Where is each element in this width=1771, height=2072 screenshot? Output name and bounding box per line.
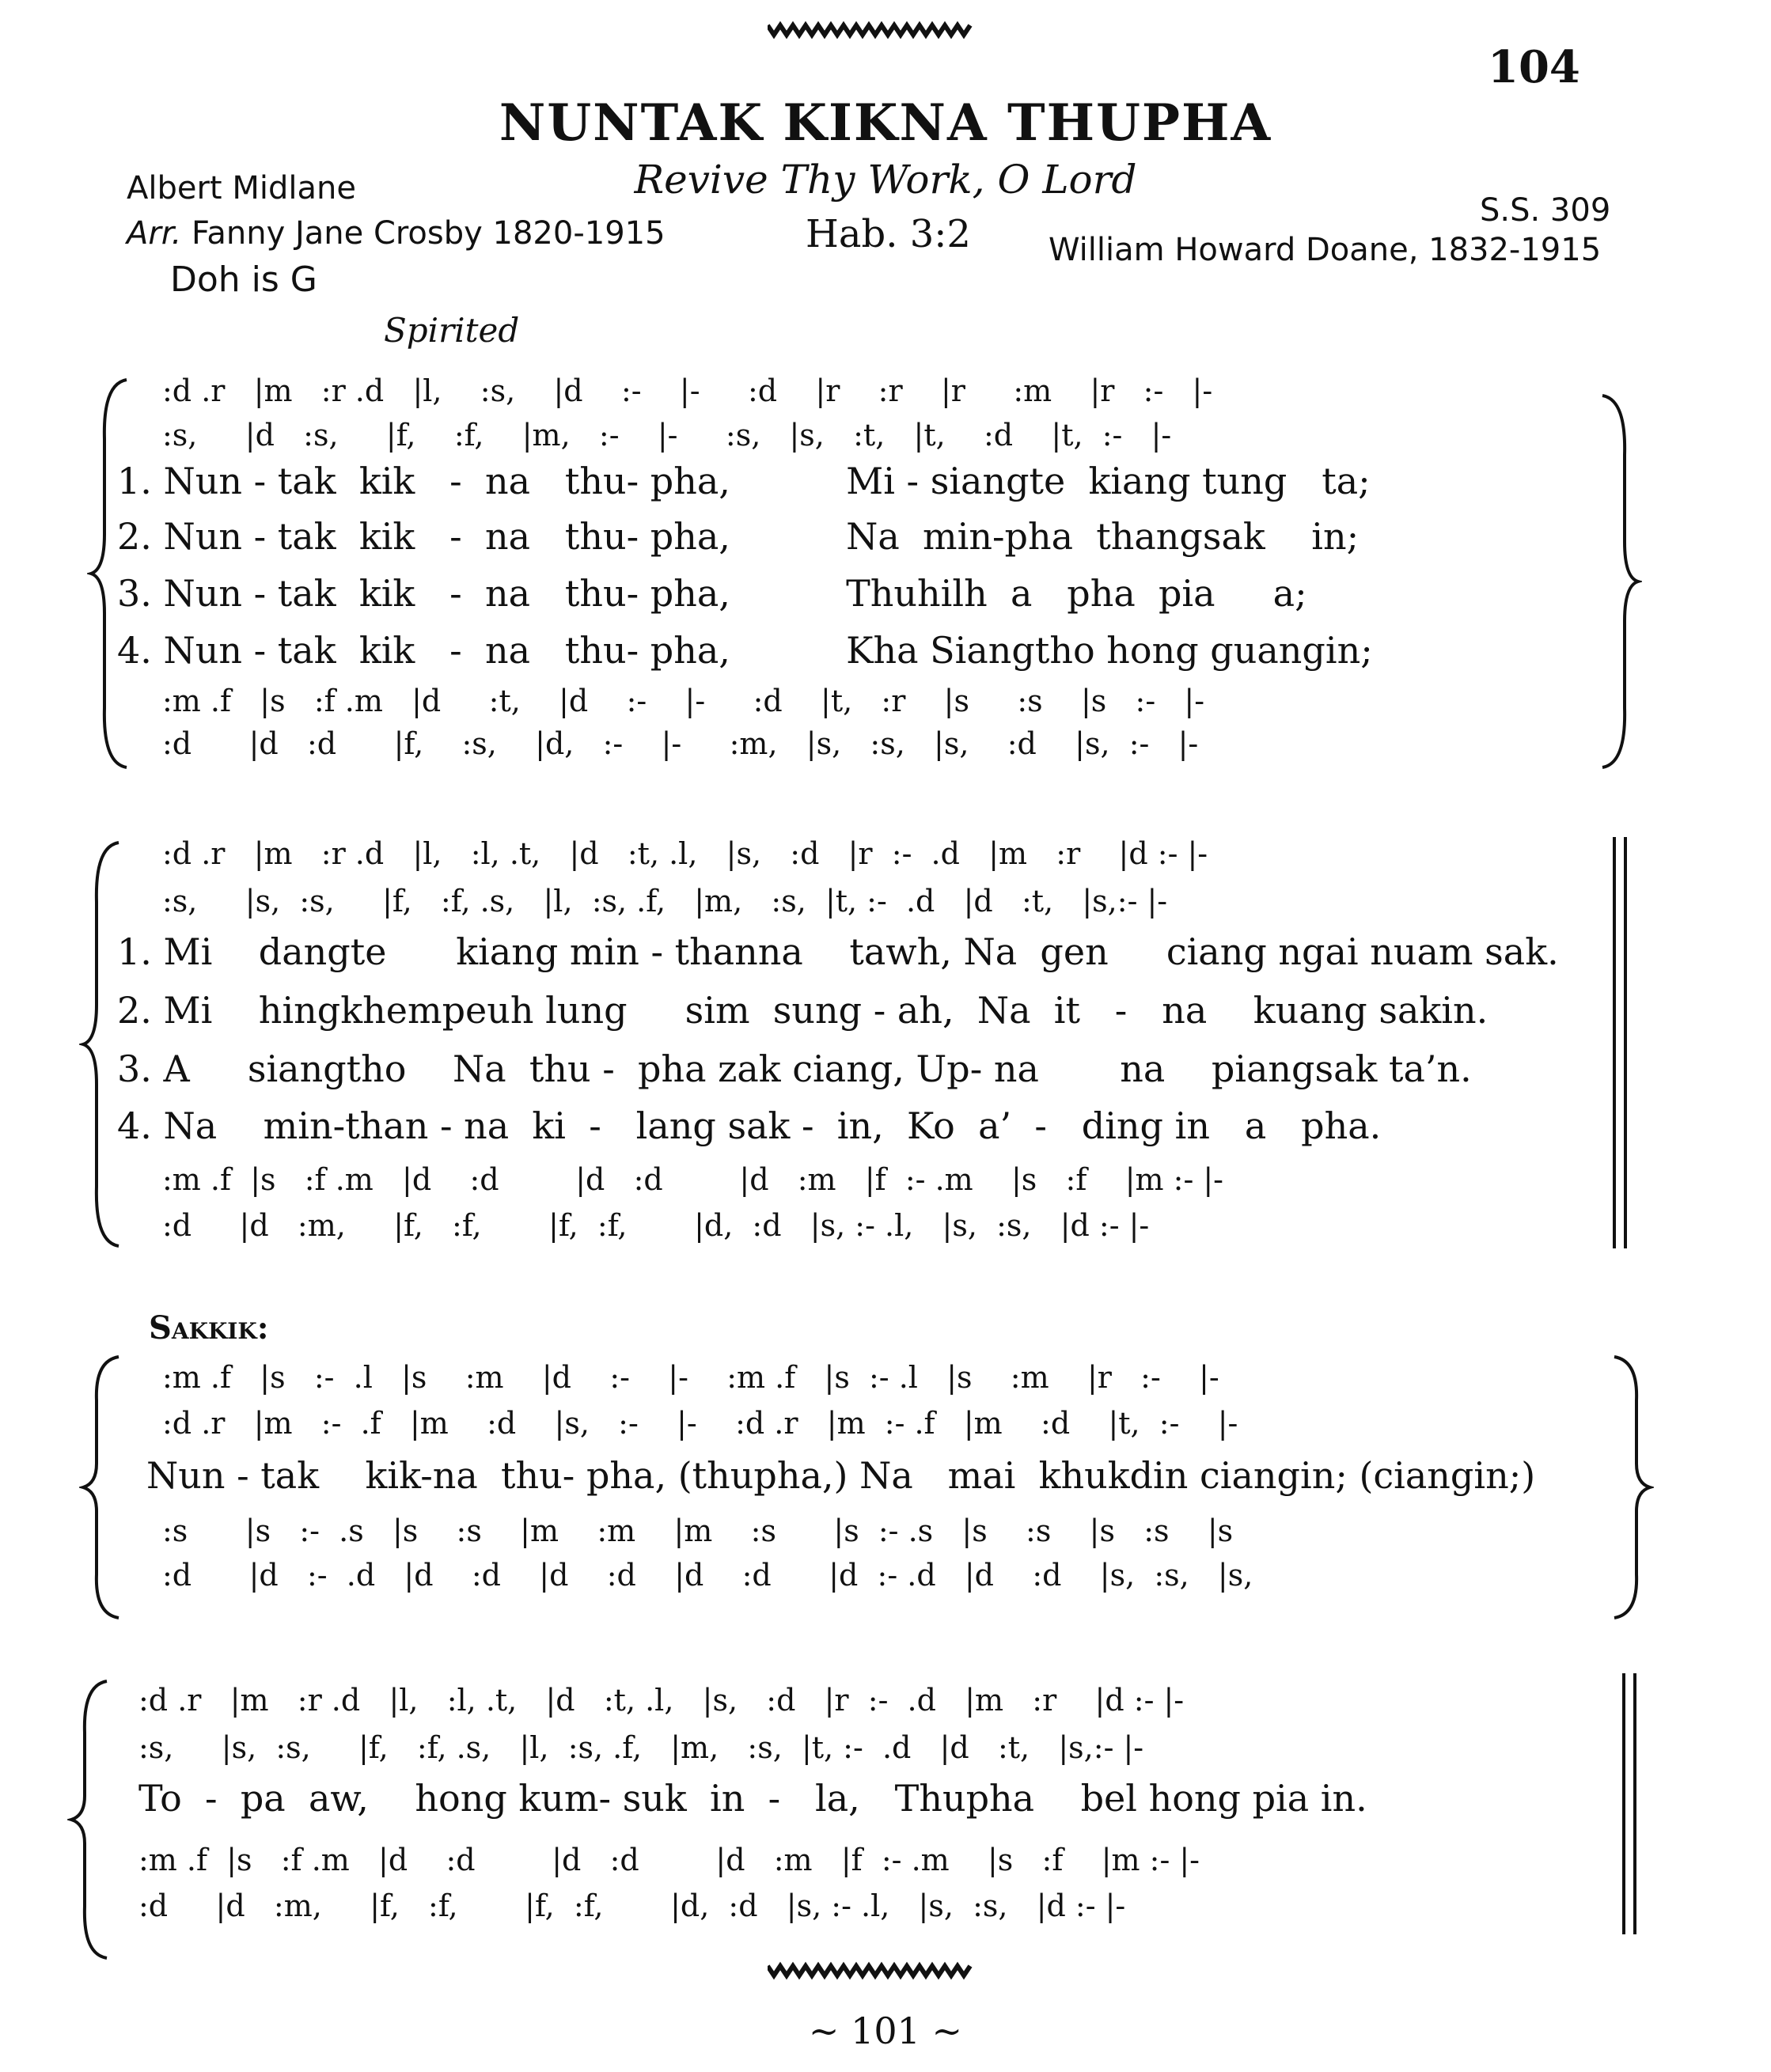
key-signature: Doh is G bbox=[170, 259, 317, 300]
soprano-line: :d .r |m :r .d |l, :l, .t, |d :t, .l, |s, :d |r :- .d |m :r |d :- |- bbox=[138, 1683, 1185, 1718]
page-footer: ~ 101 ~ bbox=[808, 2009, 963, 2052]
left-brace bbox=[79, 1353, 127, 1622]
bass-line: :d |d :m, |f, :f, |f, :f, |d, :d |s, :- .l, |s, :s, |d :- |- bbox=[138, 1888, 1126, 1923]
left-brace bbox=[67, 1677, 115, 1962]
page-number: 104 bbox=[1488, 41, 1580, 93]
hymn-title: NUNTAK KIKNA THUPHA bbox=[499, 93, 1272, 153]
system-3 bbox=[0, 1345, 1771, 1622]
system-2 bbox=[0, 823, 1771, 1250]
lyric-verse-4: 4. Nun - tak kik - na thu- pha, Kha Siangtho hong guangin; bbox=[117, 629, 1373, 672]
left-brace bbox=[79, 839, 127, 1250]
tenor-line: :m .f |s :f .m |d :d |d :d |d :m |f :- .m |s :f |m :- |- bbox=[138, 1843, 1200, 1877]
right-brace bbox=[1595, 392, 1642, 771]
tenor-line: :s |s :- .s |s :s |m :m |m :s |s :- .s |s :s |s :s |s bbox=[162, 1513, 1234, 1548]
top-zigzag-ornament bbox=[768, 17, 973, 41]
tenor-line: :m .f |s :f .m |d :d |d :d |d :m |f :- .m |s :f |m :- |- bbox=[162, 1162, 1224, 1197]
arranger: Fanny Jane Crosby 1820-1915 bbox=[192, 215, 666, 252]
bass-line: :d |d :- .d |d :d |d :d |d :d |d :- .d |d :d |s, :s, |s, bbox=[162, 1558, 1253, 1593]
soprano-line: :d .r |m :r .d |l, :l, .t, |d :t, .l, |s, :d |r :- .d |m :r |d :- |- bbox=[162, 836, 1208, 871]
refrain-label: Sakkik: bbox=[149, 1309, 269, 1347]
alto-line: :s, |s, :s, |f, :f, .s, |l, :s, .f, |m, :s, |t, :- .d |d :t, |s,:- |- bbox=[162, 884, 1168, 919]
final-barline-thin bbox=[1613, 837, 1616, 1248]
tenor-line: :m .f |s :f .m |d :t, |d :- |- :d |t, :r |s :s |s :- |- bbox=[162, 684, 1205, 718]
hymn-subtitle: Revive Thy Work, O Lord bbox=[634, 157, 1137, 203]
arranger-prefix: Arr. bbox=[127, 215, 182, 252]
system-4 bbox=[0, 1661, 1771, 1962]
soprano-line: :m .f |s :- .l |s :m |d :- |- :m .f |s :- .l |s :m |r :- |- bbox=[162, 1360, 1219, 1395]
lyric-verse-2: 2. Nun - tak kik - na thu- pha, Na min-pha thangsak in; bbox=[117, 515, 1360, 558]
lyric-verse-1: 1. Mi dangte kiang min - thanna tawh, Na gen ciang ngai nuam sak. bbox=[117, 930, 1559, 973]
alto-line: :s, |s, :s, |f, :f, .s, |l, :s, .f, |m, :s, |t, :- .d |d :t, |s,:- |- bbox=[138, 1730, 1144, 1765]
author: Albert Midlane bbox=[127, 170, 356, 206]
bottom-zigzag-ornament bbox=[768, 1958, 973, 1982]
lyric-refrain: Nun - tak kik-na thu- pha, (thupha,) Na mai khukdin ciangin; (ciangin;) bbox=[146, 1454, 1536, 1497]
final-barline-thick bbox=[1633, 1673, 1636, 1934]
lyric-verse-3: 3. Nun - tak kik - na thu- pha, Thuhilh a pha pia a; bbox=[117, 572, 1307, 615]
lyric-verse-2: 2. Mi hingkhempeuh lung sim sung - ah, Na it - na kuang sakin. bbox=[117, 989, 1488, 1032]
final-barline-thin bbox=[1622, 1673, 1625, 1934]
system-1 bbox=[0, 360, 1771, 779]
tempo-marking: Spirited bbox=[384, 311, 520, 350]
composer: William Howard Doane, 1832-1915 bbox=[1049, 232, 1602, 268]
alto-line: :d .r |m :- .f |m :d |s, :- |- :d .r |m :- .f |m :d |t, :- |- bbox=[162, 1406, 1238, 1441]
bass-line: :d |d :d |f, :s, |d, :- |- :m, |s, :s, |s, :d |s, :- |- bbox=[162, 726, 1199, 761]
bass-line: :d |d :m, |f, :f, |f, :f, |d, :d |s, :- .l, |s, :s, |d :- |- bbox=[162, 1208, 1150, 1243]
lyric-verse-3: 3. A siangtho Na thu - pha zak ciang, Up- na na piangsak ta’n. bbox=[117, 1047, 1472, 1090]
arranger-line bbox=[127, 215, 666, 252]
ss-number: S.S. 309 bbox=[1480, 192, 1611, 229]
right-brace bbox=[1606, 1353, 1654, 1622]
soprano-line: :d .r |m :r .d |l, :s, |d :- |- :d |r :r |r :m |r :- |- bbox=[162, 373, 1213, 408]
scripture-reference: Hab. 3:2 bbox=[806, 212, 971, 256]
lyric-verse-4: 4. Na min-than - na ki - lang sak - in, Ko a’ - ding in a pha. bbox=[117, 1104, 1382, 1147]
lyric-refrain: To - pa aw, hong kum- suk in - la, Thupha bel hong pia in. bbox=[138, 1777, 1367, 1820]
lyric-verse-1: 1. Nun - tak kik - na thu- pha, Mi - siangte kiang tung ta; bbox=[117, 460, 1371, 502]
alto-line: :s, |d :s, |f, :f, |m, :- |- :s, |s, :t, |t, :d |t, :- |- bbox=[162, 418, 1172, 453]
final-barline-thick bbox=[1624, 837, 1627, 1248]
